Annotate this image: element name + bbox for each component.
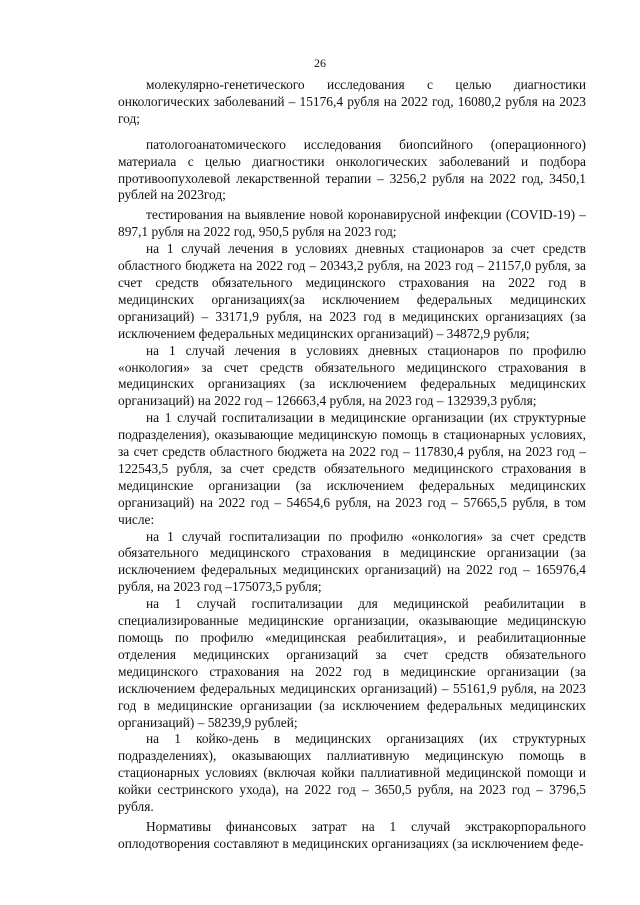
paragraph: на 1 случай госпитализации в медицинские организации (их структурные подразделения), оказывающие медицинскую помощь в стационарных условиях, за счет средств областного бюджета на 2022 год – 117830,4 рубля, на 2023 год – 122543,5 рубля, за счет средств обязательного медицинского страхования в медицинские организации (за исключением федеральных медицинских организаций) на 2022 год – 54654,6 рубля, на 2023 год – 57665,5 рубля, в том числе: <box>118 410 586 527</box>
paragraph: на 1 койко-день в медицинских организациях (их структурных подразделениях), оказывающих паллиативную медицинскую помощь в стационарных условиях (включая койки паллиативной медицинской помощи и койки сестринского ухода), на 2022 год – 3650,5 рубля, на 2023 год – 3796,5 рубля. <box>118 731 586 815</box>
paragraph: молекулярно-генетического исследования с целью диагностики онкологических заболеваний – 15176,4 рубля на 2022 год, 16080,2 рубля на 2023 год; <box>118 77 586 126</box>
paragraph: Нормативы финансовых затрат на 1 случай экстракорпорального оплодотворения составляют в медицинских организациях (за исключением феде- <box>118 818 586 851</box>
paragraph: на 1 случай госпитализации для медицинской реабилитации в специализированные медицинские организации, оказывающие медицинскую помощь по профилю «медицинская реабилитация», и реабилитационные отделения медицинских организаций за счет средств обязательного медицинского страхования на 2022 год в медицинские организации (за исключением федеральных медицинских организаций) – 55161,9 рубля, на 2023 год в медицинские организации (за исключением федеральных медицинских организаций) – 58239,9 рублей; <box>118 596 586 730</box>
paragraph: на 1 случай лечения в условиях дневных стационаров по профилю «онкология» за счет средств обязательного медицинского страхования в медицинских организациях (за исключением федеральных медицинских организаций) на 2022 год – 126663,4 рубля, на 2023 год – 132939,3 рубля; <box>118 342 586 409</box>
paragraph: на 1 случай лечения в условиях дневных стационаров за счет средств областного бюджета на 2022 год – 20343,2 рубля, на 2023 год – 21157,0 рубля, за счет средств обязательного медицинского страхования на 2022 год в медицинских организациях(за исключением федеральных медицинских организаций) – 33171,9 рубля, на 2023 год в медицинских организациях (за исключением федеральных медицинских организаций) – 34872,9 рубля; <box>118 241 586 341</box>
document-body <box>118 77 586 853</box>
paragraph: патологоанатомического исследования биопсийного (операционного) материала с целью диагностики онкологических заболеваний и подбора противоопухолевой лекарственной терапии – 3256,2 рубля на 2022 год, 3450,1 рублей на 2023год; <box>118 136 586 203</box>
page-number: 26 <box>314 56 326 70</box>
paragraph: на 1 случай госпитализации по профилю «онкология» за счет средств обязательного медицинского страхования в медицинские организации (за исключением федеральных медицинских организаций) на 2022 год – 165976,4 рубля, на 2023 год –175073,5 рубля; <box>118 528 586 595</box>
paragraph: тестирования на выявление новой коронавирусной инфекции (COVID-19) – 897,1 рубля на 2022 год, 950,5 рубля на 2023 год; <box>118 207 586 240</box>
